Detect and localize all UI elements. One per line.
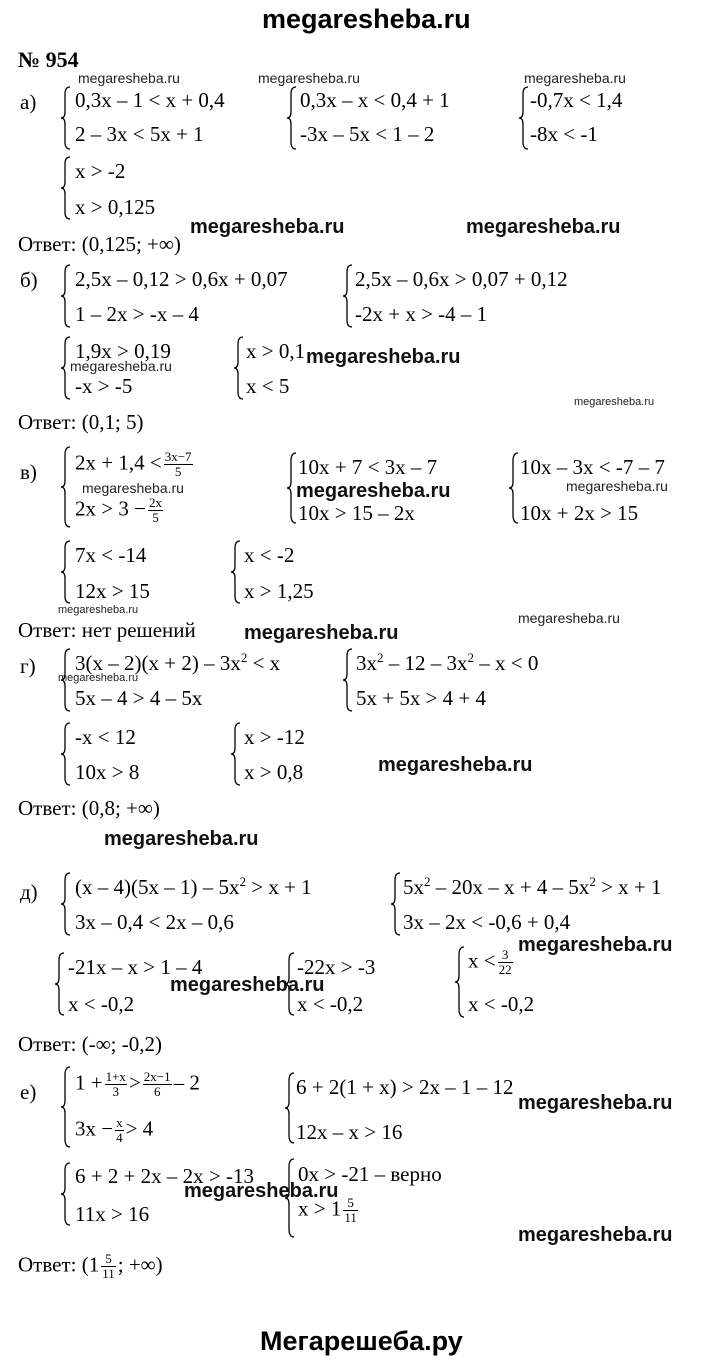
- brace-icon: [284, 1072, 296, 1144]
- d-s4-line2: x < -0,2: [297, 992, 364, 1016]
- e-s1-line2: 3x − $\frac{x}{4}$ > 4: [75, 1115, 154, 1145]
- b-answer: Ответ: (0,1; 5): [18, 410, 144, 434]
- a-s2-line2: -3x – 5x < 1 – 2: [300, 122, 435, 146]
- brace-icon: [60, 264, 72, 328]
- e-s4-line2: x > 1 $\frac{5}{11}$: [298, 1195, 357, 1225]
- part-d-label: д): [20, 880, 38, 904]
- b-s1-line2: 1 – 2x > -x – 4: [75, 302, 199, 326]
- part-b-label: б): [20, 268, 38, 292]
- d-s1-line2: 3x – 0,4 < 2x – 0,6: [75, 910, 234, 934]
- d-answer: Ответ: (-∞; -0,2): [18, 1032, 162, 1056]
- part-v-label: в): [20, 460, 37, 484]
- a-answer: Ответ: (0,125; +∞): [18, 232, 181, 256]
- watermark: megaresheba.ru: [518, 1092, 673, 1114]
- brace-icon: [342, 648, 354, 712]
- watermark: megaresheba.ru: [466, 216, 621, 238]
- g-s3-line2: 10x > 8: [75, 760, 140, 784]
- a-s4-line2: x > 0,125: [75, 195, 156, 219]
- v-s5-line1: x < -2: [244, 543, 295, 567]
- b-s2-line2: -2x + x > -4 – 1: [355, 302, 488, 326]
- part-e-label: е): [20, 1080, 37, 1104]
- a-s1-line1: 0,3x – 1 < x + 0,4: [75, 88, 225, 112]
- d-s2-line1: $5x^2 - 20x - x + 4 - 5x^2 > x + 1$: [403, 874, 662, 899]
- g-s1-line2: 5x – 4 > 4 – 5x: [75, 686, 203, 710]
- watermark: megaresheba.ru: [82, 480, 184, 496]
- watermark: megaresheba.ru: [574, 396, 655, 408]
- v-s1-line1: 2x + 1,4 < $\frac{3x-7}{5}$: [75, 449, 192, 479]
- brace-icon: [60, 1066, 72, 1148]
- e-s2-line2: 12x – x > 16: [296, 1120, 403, 1144]
- brace-icon: [286, 86, 298, 150]
- g-s4-line2: x > 0,8: [244, 760, 304, 784]
- part-g-label: г): [20, 654, 36, 678]
- e-s3-line2: 11x > 16: [75, 1202, 150, 1226]
- e-answer: Ответ: (1 $\frac{5}{11}$ ; +∞): [18, 1251, 163, 1281]
- watermark: megaresheba.ru: [170, 974, 325, 996]
- b-s2-line1: 2,5x – 0,6x > 0,07 + 0,12: [355, 267, 568, 291]
- brace-icon: [342, 264, 354, 328]
- g-s2-line2: 5x + 5x > 4 + 4: [356, 686, 487, 710]
- brace-icon: [390, 872, 402, 936]
- g-answer: Ответ: (0,8; +∞): [18, 796, 160, 820]
- a-s3-line1: -0,7x < 1,4: [530, 88, 623, 112]
- brace-icon: [233, 336, 245, 400]
- brace-icon: [60, 1162, 72, 1226]
- e-s1-line1: 1 + $\frac{1+x}{3}$ > $\frac{2x-1}{6}$ – 2: [75, 1069, 200, 1099]
- brace-icon: [54, 952, 66, 1016]
- g-s2-line1: $3x^2 - 12 - 3x^2 - x < 0$: [356, 650, 539, 675]
- b-s4-line2: x < 5: [246, 374, 290, 398]
- brace-icon: [454, 946, 466, 1018]
- brace-icon: [60, 156, 72, 220]
- a-s4-line1: x > -2: [75, 159, 126, 183]
- a-s3-line2: -8x < -1: [530, 122, 598, 146]
- watermark: megaresheba.ru: [518, 1224, 673, 1246]
- watermark: megaresheba.ru: [518, 610, 620, 626]
- watermark: megaresheba.ru: [296, 480, 451, 502]
- brace-icon: [508, 452, 520, 524]
- d-s4-line1: -22x > -3: [297, 955, 376, 979]
- brace-icon: [60, 722, 72, 786]
- d-s3-line1: -21x – x > 1 – 4: [68, 955, 203, 979]
- brace-icon: [60, 540, 72, 604]
- problem-number: № 954: [18, 47, 79, 72]
- d-s2-line2: 3x – 2x < -0,6 + 0,4: [403, 910, 571, 934]
- brace-icon: [230, 540, 242, 604]
- brace-icon: [230, 722, 242, 786]
- a-s1-line2: 2 – 3x < 5x + 1: [75, 122, 204, 146]
- watermark: megaresheba.ru: [524, 70, 626, 86]
- site-header[interactable]: megaresheba.ru: [262, 4, 471, 34]
- watermark: megaresheba.ru: [244, 622, 399, 644]
- d-s5-line1: x < $\frac{3}{22}$: [468, 947, 512, 977]
- v-s2-line2: 10x > 15 – 2x: [298, 501, 415, 525]
- g-s4-line1: x > -12: [244, 725, 305, 749]
- watermark: megaresheba.ru: [306, 346, 461, 368]
- b-s3-line1: 1,9x > 0,19: [75, 339, 171, 363]
- d-s5-line2: x < -0,2: [468, 992, 535, 1016]
- v-s4-line2: 12x > 15: [75, 579, 150, 603]
- v-s2-line1: 10x + 7 < 3x – 7: [298, 455, 438, 479]
- brace-icon: [60, 86, 72, 150]
- v-answer: Ответ: нет решений: [18, 618, 196, 642]
- brace-icon: [60, 446, 72, 528]
- watermark: megaresheba.ru: [70, 358, 172, 374]
- v-s3-line1: 10x – 3x < -7 – 7: [520, 455, 665, 479]
- b-s3-line2: -x > -5: [75, 374, 133, 398]
- watermark: megaresheba.ru: [58, 672, 139, 684]
- watermark: megaresheba.ru: [378, 754, 533, 776]
- brace-icon: [60, 872, 72, 936]
- site-footer[interactable]: Мегарешеба.ру: [260, 1326, 463, 1356]
- watermark: megaresheba.ru: [58, 604, 139, 616]
- watermark: megaresheba.ru: [78, 70, 180, 86]
- e-s3-line1: 6 + 2 + 2x – 2x > -13: [75, 1164, 255, 1188]
- brace-icon: [518, 86, 530, 150]
- watermark: megaresheba.ru: [258, 70, 360, 86]
- watermark: megaresheba.ru: [518, 934, 673, 956]
- g-s1-line1: $3(x - 2)(x + 2) - 3x^2 < x$: [75, 650, 281, 675]
- e-s2-line1: 6 + 2(1 + x) > 2x – 1 – 12: [296, 1075, 514, 1099]
- b-s1-line1: 2,5x – 0,12 > 0,6x + 0,07: [75, 267, 288, 291]
- v-s4-line1: 7x < -14: [75, 543, 147, 567]
- watermark: megaresheba.ru: [566, 478, 668, 494]
- e-s4-line1: 0x > -21 – верно: [298, 1162, 442, 1186]
- b-s4-line1: x > 0,1: [246, 339, 306, 363]
- d-s3-line2: x < -0,2: [68, 992, 135, 1016]
- watermark: megaresheba.ru: [104, 828, 259, 850]
- v-s3-line2: 10x + 2x > 15: [520, 501, 639, 525]
- d-s1-line1: $(x - 4)(5x - 1) - 5x^2 > x + 1$: [75, 874, 312, 899]
- g-s3-line1: -x < 12: [75, 725, 136, 749]
- v-s1-line2: 2x > 3 − $\frac{2x}{5}$: [75, 495, 162, 525]
- v-s5-line2: x > 1,25: [244, 579, 314, 603]
- a-s2-line1: 0,3x – x < 0,4 + 1: [300, 88, 450, 112]
- watermark: megaresheba.ru: [184, 1180, 339, 1202]
- part-a-label: а): [20, 90, 37, 114]
- watermark: megaresheba.ru: [190, 216, 345, 238]
